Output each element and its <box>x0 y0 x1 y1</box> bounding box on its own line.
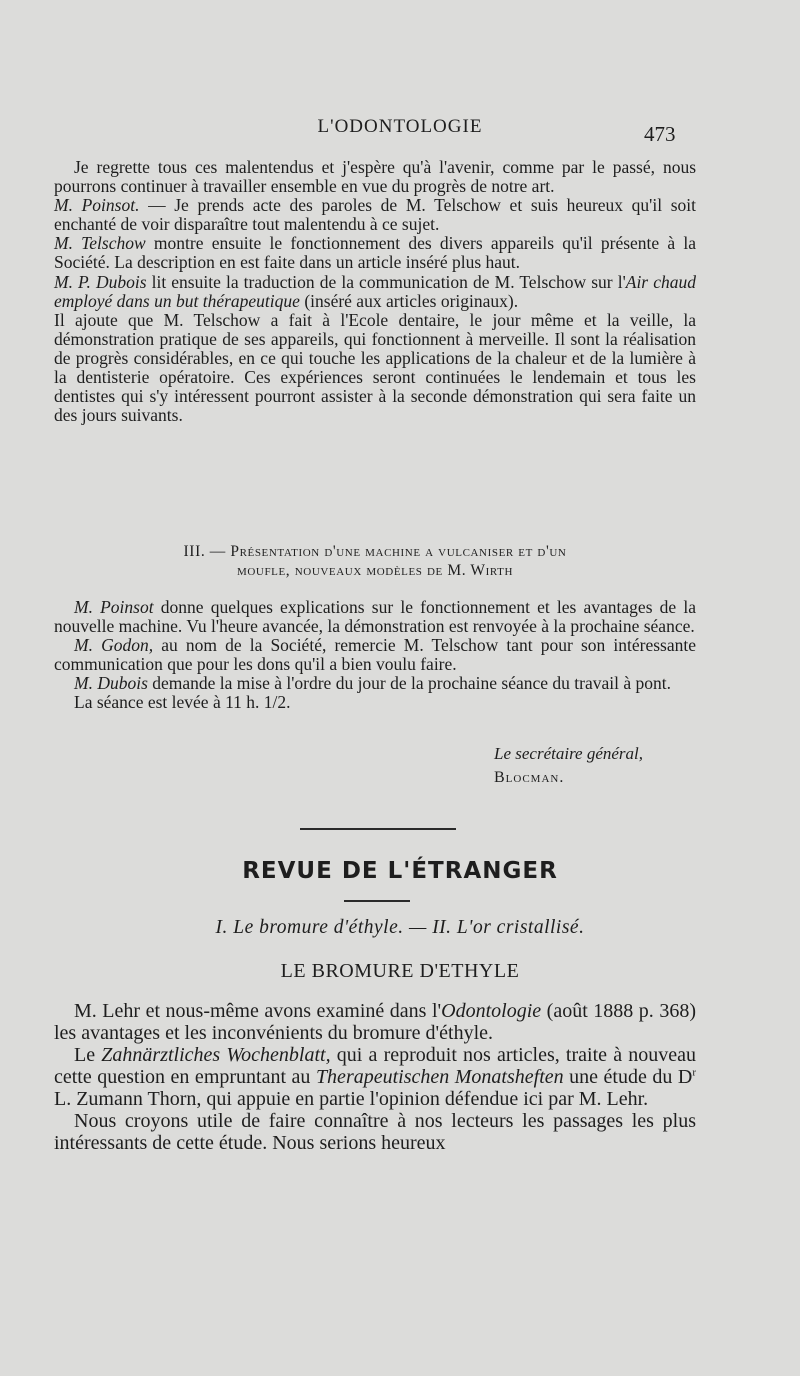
speaker-name: M. Telschow <box>54 233 146 254</box>
speaker-name: M. Godon, <box>74 635 154 656</box>
journal-name: Zahnärztliches Wochenblatt, <box>101 1044 331 1066</box>
journal-name: Odontologie <box>441 1000 542 1022</box>
page-number: 473 <box>644 122 676 146</box>
paragraph-dubois-agenda: M. Dubois demande la mise à l'ordre du jour de la prochaine séance du travail à pont. <box>74 673 671 694</box>
paragraph-poinsot: M. Poinsot. — Je prends acte des paroles de M. Telschow et suis heureux qu'il soit enchanté de voir disparaître tout malentendu à ce sujet. <box>54 195 696 235</box>
signature-name: Blocman. <box>494 769 565 786</box>
section-divider <box>300 828 456 830</box>
session-minutes <box>54 158 696 425</box>
signature-title: Le secrétaire général, <box>494 744 644 763</box>
paragraph-lehr: M. Lehr et nous-même avons examiné dans l'Odontologie (août 1888 p. 368) les avantages et les inconvénients du bromure d'éthyle. <box>54 1000 696 1044</box>
revue-contents: I. Le bromure d'éthyle. — II. L'or cristallisé. <box>215 917 585 938</box>
paragraph-demonstration: Il ajoute que M. Telschow a fait à l'Ecole dentaire, le jour même et la veille, la démonstration pratique de ses appareils, qui fonctionnent à merveille. Il sont la réalisation de progrès considérables, en ce qui touche les applications de la chaleur et de la lumière à la dentisterie opératoire. Ces expériences seront continuées le lendemain et tous les dentistes qui s'y intéressent pourront assister à la seconde démonstration qui sera faite un des jours suivants. <box>54 309 696 426</box>
article-title: LE BROMURE D'ETHYLE <box>280 960 520 982</box>
article-reference: Air chaud employé dans un but thérapeutique <box>54 271 696 311</box>
paragraph-telschow: M. Telschow montre ensuite le fonctionnement des divers appareils qu'il présente à la Société. La description en est faite dans un article inséré plus haut. <box>54 233 696 273</box>
speaker-name: M. Poinsot. <box>54 195 140 216</box>
speaker-name: M. P. Dubois <box>54 271 147 292</box>
title-underline <box>344 900 410 902</box>
paragraph-closing: La séance est levée à 11 h. 1/2. <box>74 692 291 713</box>
paragraph-regret: Je regrette tous ces malentendus et j'espère qu'à l'avenir, comme par le passé, nous pourrons continuer à travailler ensemble en vue du progrès de notre art. <box>54 157 696 197</box>
paragraph-dubois-translation: M. P. Dubois lit ensuite la traduction de la communication de M. Telschow sur l'Air chaud employé dans un but thérapeutique (inséré aux articles originaux). <box>54 271 696 311</box>
revue-title: REVUE DE L'ÉTRANGER <box>242 858 558 884</box>
paragraph-poinsot-machine: M. Poinsot donne quelques explications sur le fonctionnement et les avantages de la nouvelle machine. Vu l'heure avancée, la démonstration est renvoyée à la prochaine séance. <box>54 597 696 637</box>
section-iii-body <box>54 598 696 713</box>
section-iii-heading: III. — Présentation d'une machine a vulcaniser et d'un moufle, nouveaux modèles de M. Wirth <box>183 543 567 579</box>
paragraph-readers: Nous croyons utile de faire connaître à nos lecteurs les passages les plus intéressants de cette étude. Nous serions heureux <box>54 1110 696 1154</box>
running-head: L'ODONTOLOGIE <box>317 116 483 137</box>
speaker-name: M. Poinsot <box>74 597 154 617</box>
speaker-name: M. Dubois <box>74 673 148 694</box>
paragraph-wochenblatt: Le Zahnärztliches Wochenblatt, qui a reproduit nos articles, traite à nouveau cette question en empruntant au Therapeutischen Monatsheften une étude du $D^r$ L. Zumann Thorn, qui appuie en partie l'opinion défendue ici par M. Lehr. <box>54 1044 696 1110</box>
article-body <box>54 1000 696 1154</box>
paragraph-godon: M. Godon, au nom de la Société, remercie M. Telschow tant pour son intéressante communication que pour les dons qu'il a bien voulu faire. <box>54 635 697 675</box>
journal-name: Therapeutischen Monatsheften <box>315 1066 564 1088</box>
